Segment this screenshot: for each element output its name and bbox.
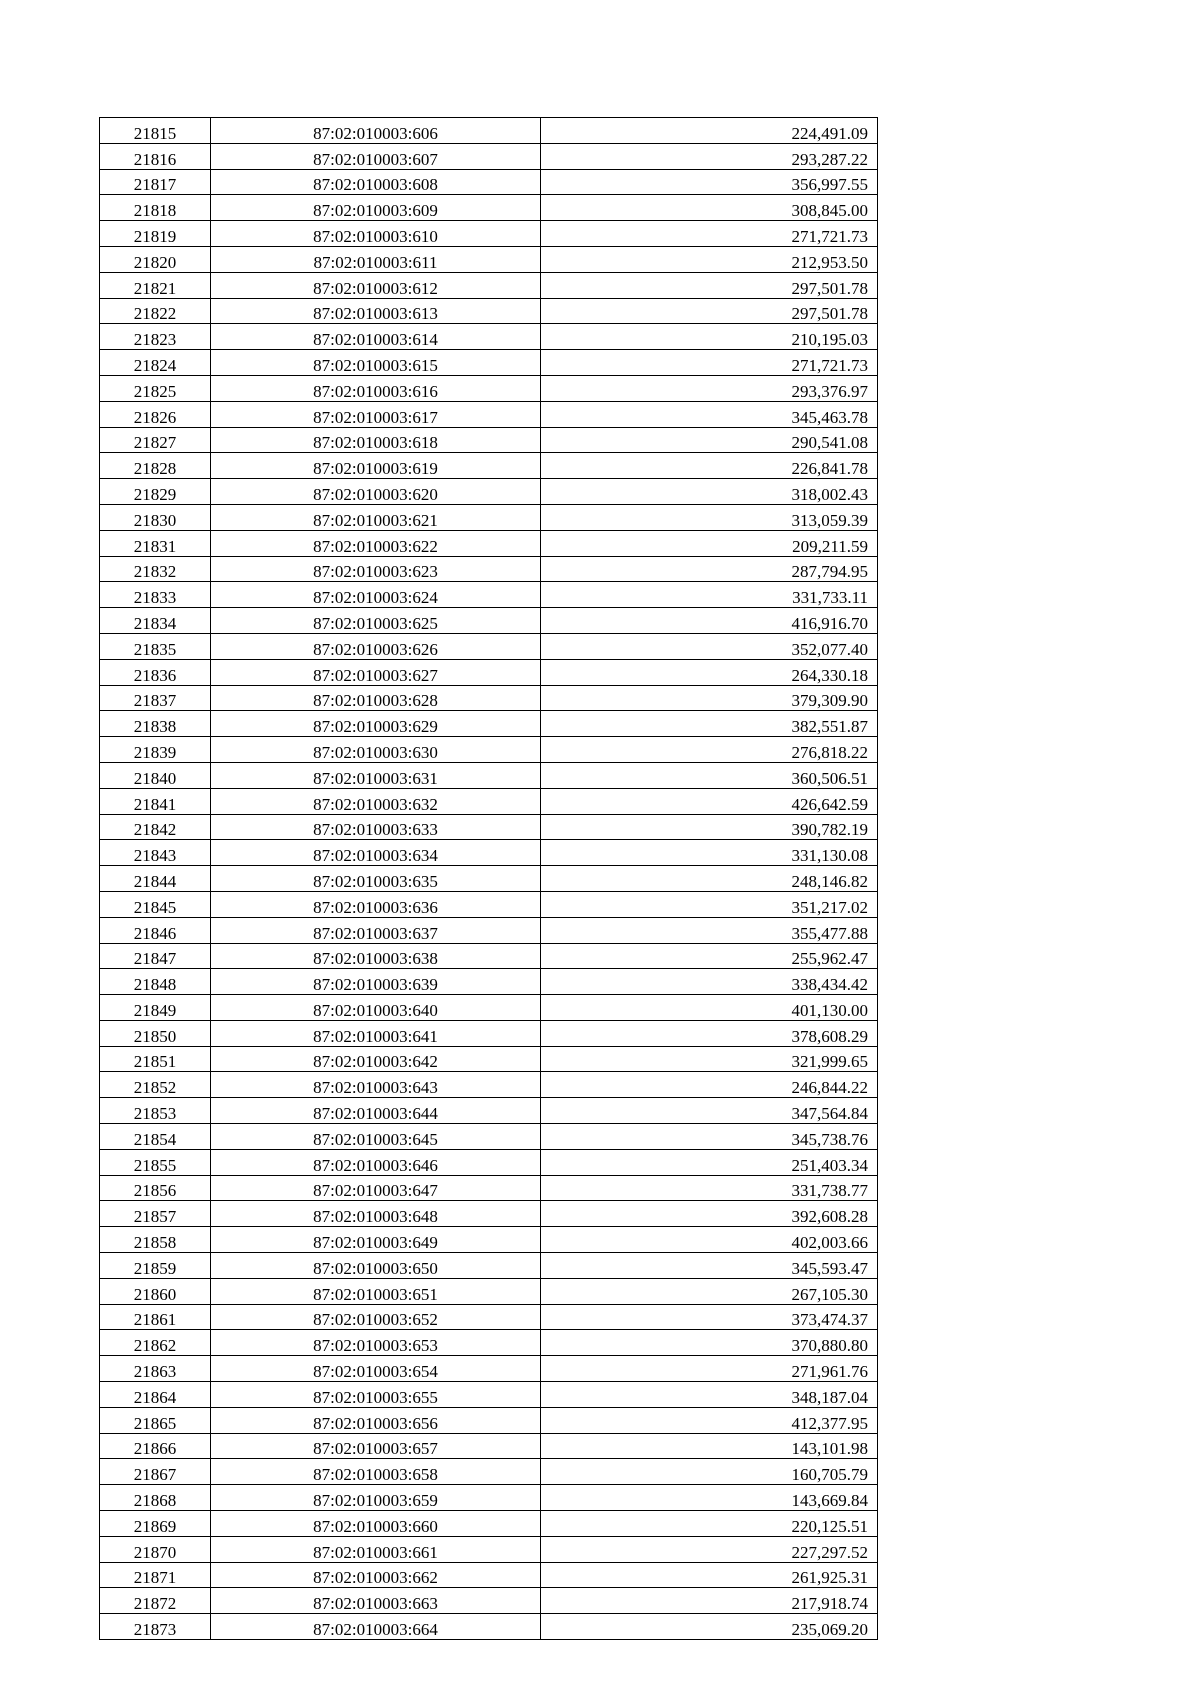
row-number-cell: 21815: [100, 118, 211, 144]
table-row: [100, 633, 878, 659]
value-cell: 352,077.40: [541, 633, 878, 659]
value-cell: 379,309.90: [541, 685, 878, 711]
value-cell: 338,434.42: [541, 969, 878, 995]
table-row: [100, 1407, 878, 1433]
table-row: [100, 324, 878, 350]
value-cell: 287,794.95: [541, 556, 878, 582]
value-cell: 293,376.97: [541, 375, 878, 401]
row-number-cell: 21829: [100, 479, 211, 505]
table-row: [100, 1020, 878, 1046]
row-number-cell: 21820: [100, 246, 211, 272]
cadastral-number-cell: 87:02:010003:609: [211, 195, 541, 221]
row-number-cell: 21862: [100, 1330, 211, 1356]
value-cell: 220,125.51: [541, 1511, 878, 1537]
value-cell: 271,721.73: [541, 350, 878, 376]
cadastral-number-cell: 87:02:010003:629: [211, 711, 541, 737]
table-row: [100, 917, 878, 943]
cadastral-number-cell: 87:02:010003:658: [211, 1459, 541, 1485]
value-cell: 293,287.22: [541, 143, 878, 169]
row-number-cell: 21830: [100, 504, 211, 530]
value-cell: 402,003.66: [541, 1227, 878, 1253]
cadastral-number-cell: 87:02:010003:643: [211, 1072, 541, 1098]
row-number-cell: 21851: [100, 1046, 211, 1072]
table-row: [100, 1588, 878, 1614]
row-number-cell: 21843: [100, 840, 211, 866]
cadastral-number-cell: 87:02:010003:626: [211, 633, 541, 659]
cadastral-number-cell: 87:02:010003:648: [211, 1201, 541, 1227]
table-row: [100, 1149, 878, 1175]
value-cell: 251,403.34: [541, 1149, 878, 1175]
row-number-cell: 21855: [100, 1149, 211, 1175]
cadastral-number-cell: 87:02:010003:655: [211, 1382, 541, 1408]
row-number-cell: 21870: [100, 1536, 211, 1562]
row-number-cell: 21821: [100, 272, 211, 298]
table-row: [100, 840, 878, 866]
table-row: [100, 427, 878, 453]
cadastral-number-cell: 87:02:010003:663: [211, 1588, 541, 1614]
table-row: [100, 246, 878, 272]
row-number-cell: 21865: [100, 1407, 211, 1433]
table-row: [100, 118, 878, 144]
table-row: [100, 1330, 878, 1356]
row-number-cell: 21828: [100, 453, 211, 479]
cadastral-number-cell: 87:02:010003:610: [211, 221, 541, 247]
table-row: [100, 169, 878, 195]
table-row: [100, 1511, 878, 1537]
row-number-cell: 21861: [100, 1304, 211, 1330]
value-cell: 261,925.31: [541, 1562, 878, 1588]
value-cell: 347,564.84: [541, 1098, 878, 1124]
value-cell: 370,880.80: [541, 1330, 878, 1356]
value-cell: 227,297.52: [541, 1536, 878, 1562]
row-number-cell: 21867: [100, 1459, 211, 1485]
row-number-cell: 21842: [100, 814, 211, 840]
cadastral-number-cell: 87:02:010003:620: [211, 479, 541, 505]
value-cell: 355,477.88: [541, 917, 878, 943]
row-number-cell: 21817: [100, 169, 211, 195]
row-number-cell: 21831: [100, 530, 211, 556]
value-cell: 264,330.18: [541, 659, 878, 685]
cadastral-number-cell: 87:02:010003:650: [211, 1253, 541, 1279]
cadastral-number-cell: 87:02:010003:652: [211, 1304, 541, 1330]
value-cell: 401,130.00: [541, 995, 878, 1021]
value-cell: 308,845.00: [541, 195, 878, 221]
value-cell: 348,187.04: [541, 1382, 878, 1408]
value-cell: 297,501.78: [541, 272, 878, 298]
value-cell: 416,916.70: [541, 608, 878, 634]
cadastral-number-cell: 87:02:010003:622: [211, 530, 541, 556]
value-cell: 373,474.37: [541, 1304, 878, 1330]
cadastral-number-cell: 87:02:010003:656: [211, 1407, 541, 1433]
row-number-cell: 21859: [100, 1253, 211, 1279]
cadastral-number-cell: 87:02:010003:653: [211, 1330, 541, 1356]
value-cell: 390,782.19: [541, 814, 878, 840]
value-cell: 143,101.98: [541, 1433, 878, 1459]
table-row: [100, 1536, 878, 1562]
value-cell: 412,377.95: [541, 1407, 878, 1433]
table-row: [100, 1253, 878, 1279]
row-number-cell: 21868: [100, 1485, 211, 1511]
value-cell: 331,738.77: [541, 1175, 878, 1201]
cadastral-number-cell: 87:02:010003:644: [211, 1098, 541, 1124]
cadastral-number-cell: 87:02:010003:664: [211, 1614, 541, 1640]
table-row: [100, 1201, 878, 1227]
value-cell: 248,146.82: [541, 866, 878, 892]
table-row: [100, 1433, 878, 1459]
table-row: [100, 582, 878, 608]
table-row: [100, 375, 878, 401]
row-number-cell: 21854: [100, 1124, 211, 1150]
value-cell: 235,069.20: [541, 1614, 878, 1640]
cadastral-number-cell: 87:02:010003:645: [211, 1124, 541, 1150]
row-number-cell: 21839: [100, 737, 211, 763]
row-number-cell: 21872: [100, 1588, 211, 1614]
cadastral-number-cell: 87:02:010003:640: [211, 995, 541, 1021]
value-cell: 160,705.79: [541, 1459, 878, 1485]
table-row: [100, 221, 878, 247]
cadastral-number-cell: 87:02:010003:624: [211, 582, 541, 608]
cadastral-number-cell: 87:02:010003:611: [211, 246, 541, 272]
row-number-cell: 21822: [100, 298, 211, 324]
cadastral-number-cell: 87:02:010003:651: [211, 1278, 541, 1304]
row-number-cell: 21841: [100, 788, 211, 814]
table-row: [100, 479, 878, 505]
row-number-cell: 21825: [100, 375, 211, 401]
cadastral-number-cell: 87:02:010003:617: [211, 401, 541, 427]
data-table: [99, 117, 878, 1640]
table-row: [100, 711, 878, 737]
cadastral-number-cell: 87:02:010003:641: [211, 1020, 541, 1046]
value-cell: 143,669.84: [541, 1485, 878, 1511]
table-row: [100, 608, 878, 634]
row-number-cell: 21834: [100, 608, 211, 634]
table-row: [100, 1072, 878, 1098]
value-cell: 331,130.08: [541, 840, 878, 866]
row-number-cell: 21844: [100, 866, 211, 892]
cadastral-number-cell: 87:02:010003:608: [211, 169, 541, 195]
cadastral-number-cell: 87:02:010003:628: [211, 685, 541, 711]
cadastral-number-cell: 87:02:010003:630: [211, 737, 541, 763]
row-number-cell: 21852: [100, 1072, 211, 1098]
cadastral-number-cell: 87:02:010003:662: [211, 1562, 541, 1588]
table-row: [100, 1124, 878, 1150]
row-number-cell: 21847: [100, 943, 211, 969]
cadastral-number-cell: 87:02:010003:606: [211, 118, 541, 144]
row-number-cell: 21850: [100, 1020, 211, 1046]
table-row: [100, 866, 878, 892]
cadastral-number-cell: 87:02:010003:625: [211, 608, 541, 634]
cadastral-number-cell: 87:02:010003:627: [211, 659, 541, 685]
value-cell: 351,217.02: [541, 891, 878, 917]
cadastral-number-cell: 87:02:010003:633: [211, 814, 541, 840]
row-number-cell: 21853: [100, 1098, 211, 1124]
row-number-cell: 21836: [100, 659, 211, 685]
value-cell: 345,738.76: [541, 1124, 878, 1150]
row-number-cell: 21869: [100, 1511, 211, 1537]
table-row: [100, 685, 878, 711]
value-cell: 226,841.78: [541, 453, 878, 479]
table-row: [100, 891, 878, 917]
value-cell: 313,059.39: [541, 504, 878, 530]
cadastral-number-cell: 87:02:010003:635: [211, 866, 541, 892]
row-number-cell: 21849: [100, 995, 211, 1021]
cadastral-number-cell: 87:02:010003:619: [211, 453, 541, 479]
row-number-cell: 21845: [100, 891, 211, 917]
table-body: [100, 118, 878, 1640]
value-cell: 331,733.11: [541, 582, 878, 608]
row-number-cell: 21833: [100, 582, 211, 608]
table-row: [100, 1459, 878, 1485]
value-cell: 210,195.03: [541, 324, 878, 350]
cadastral-number-cell: 87:02:010003:623: [211, 556, 541, 582]
row-number-cell: 21860: [100, 1278, 211, 1304]
cadastral-number-cell: 87:02:010003:618: [211, 427, 541, 453]
row-number-cell: 21827: [100, 427, 211, 453]
cadastral-number-cell: 87:02:010003:660: [211, 1511, 541, 1537]
cadastral-number-cell: 87:02:010003:646: [211, 1149, 541, 1175]
table-row: [100, 504, 878, 530]
value-cell: 318,002.43: [541, 479, 878, 505]
row-number-cell: 21840: [100, 762, 211, 788]
value-cell: 360,506.51: [541, 762, 878, 788]
cadastral-number-cell: 87:02:010003:649: [211, 1227, 541, 1253]
table-row: [100, 350, 878, 376]
cadastral-number-cell: 87:02:010003:607: [211, 143, 541, 169]
table-row: [100, 659, 878, 685]
table-row: [100, 1614, 878, 1640]
cadastral-number-cell: 87:02:010003:642: [211, 1046, 541, 1072]
value-cell: 217,918.74: [541, 1588, 878, 1614]
table-row: [100, 298, 878, 324]
table-row: [100, 453, 878, 479]
row-number-cell: 21824: [100, 350, 211, 376]
value-cell: 209,211.59: [541, 530, 878, 556]
table-row: [100, 969, 878, 995]
table-row: [100, 814, 878, 840]
row-number-cell: 21819: [100, 221, 211, 247]
cadastral-number-cell: 87:02:010003:612: [211, 272, 541, 298]
row-number-cell: 21873: [100, 1614, 211, 1640]
cadastral-number-cell: 87:02:010003:613: [211, 298, 541, 324]
row-number-cell: 21818: [100, 195, 211, 221]
row-number-cell: 21857: [100, 1201, 211, 1227]
cadastral-number-cell: 87:02:010003:634: [211, 840, 541, 866]
table-row: [100, 272, 878, 298]
table-row: [100, 1098, 878, 1124]
cadastral-number-cell: 87:02:010003:632: [211, 788, 541, 814]
cadastral-number-cell: 87:02:010003:638: [211, 943, 541, 969]
value-cell: 271,721.73: [541, 221, 878, 247]
row-number-cell: 21848: [100, 969, 211, 995]
row-number-cell: 21871: [100, 1562, 211, 1588]
value-cell: 290,541.08: [541, 427, 878, 453]
row-number-cell: 21846: [100, 917, 211, 943]
cadastral-number-cell: 87:02:010003:615: [211, 350, 541, 376]
cadastral-number-cell: 87:02:010003:637: [211, 917, 541, 943]
table-row: [100, 762, 878, 788]
cadastral-number-cell: 87:02:010003:621: [211, 504, 541, 530]
table-row: [100, 143, 878, 169]
row-number-cell: 21864: [100, 1382, 211, 1408]
cadastral-number-cell: 87:02:010003:614: [211, 324, 541, 350]
cadastral-number-cell: 87:02:010003:657: [211, 1433, 541, 1459]
value-cell: 392,608.28: [541, 1201, 878, 1227]
row-number-cell: 21856: [100, 1175, 211, 1201]
cadastral-number-cell: 87:02:010003:659: [211, 1485, 541, 1511]
cadastral-number-cell: 87:02:010003:647: [211, 1175, 541, 1201]
value-cell: 267,105.30: [541, 1278, 878, 1304]
value-cell: 426,642.59: [541, 788, 878, 814]
value-cell: 255,962.47: [541, 943, 878, 969]
table-row: [100, 401, 878, 427]
table-row: [100, 1227, 878, 1253]
table-row: [100, 1562, 878, 1588]
cadastral-number-cell: 87:02:010003:636: [211, 891, 541, 917]
table-row: [100, 1304, 878, 1330]
table-row: [100, 195, 878, 221]
value-cell: 345,463.78: [541, 401, 878, 427]
table-row: [100, 1278, 878, 1304]
value-cell: 246,844.22: [541, 1072, 878, 1098]
row-number-cell: 21835: [100, 633, 211, 659]
value-cell: 224,491.09: [541, 118, 878, 144]
row-number-cell: 21838: [100, 711, 211, 737]
cadastral-number-cell: 87:02:010003:661: [211, 1536, 541, 1562]
table-row: [100, 995, 878, 1021]
table-row: [100, 1046, 878, 1072]
row-number-cell: 21823: [100, 324, 211, 350]
row-number-cell: 21863: [100, 1356, 211, 1382]
value-cell: 271,961.76: [541, 1356, 878, 1382]
table-row: [100, 788, 878, 814]
row-number-cell: 21866: [100, 1433, 211, 1459]
table-row: [100, 1485, 878, 1511]
value-cell: 212,953.50: [541, 246, 878, 272]
table-row: [100, 943, 878, 969]
table-row: [100, 1175, 878, 1201]
row-number-cell: 21826: [100, 401, 211, 427]
table-row: [100, 1356, 878, 1382]
table-row: [100, 556, 878, 582]
value-cell: 345,593.47: [541, 1253, 878, 1279]
value-cell: 356,997.55: [541, 169, 878, 195]
value-cell: 382,551.87: [541, 711, 878, 737]
cadastral-number-cell: 87:02:010003:654: [211, 1356, 541, 1382]
value-cell: 276,818.22: [541, 737, 878, 763]
cadastral-number-cell: 87:02:010003:631: [211, 762, 541, 788]
value-cell: 321,999.65: [541, 1046, 878, 1072]
row-number-cell: 21858: [100, 1227, 211, 1253]
row-number-cell: 21837: [100, 685, 211, 711]
value-cell: 378,608.29: [541, 1020, 878, 1046]
table-row: [100, 737, 878, 763]
row-number-cell: 21832: [100, 556, 211, 582]
value-cell: 297,501.78: [541, 298, 878, 324]
row-number-cell: 21816: [100, 143, 211, 169]
cadastral-number-cell: 87:02:010003:639: [211, 969, 541, 995]
table-row: [100, 530, 878, 556]
table-row: [100, 1382, 878, 1408]
cadastral-number-cell: 87:02:010003:616: [211, 375, 541, 401]
